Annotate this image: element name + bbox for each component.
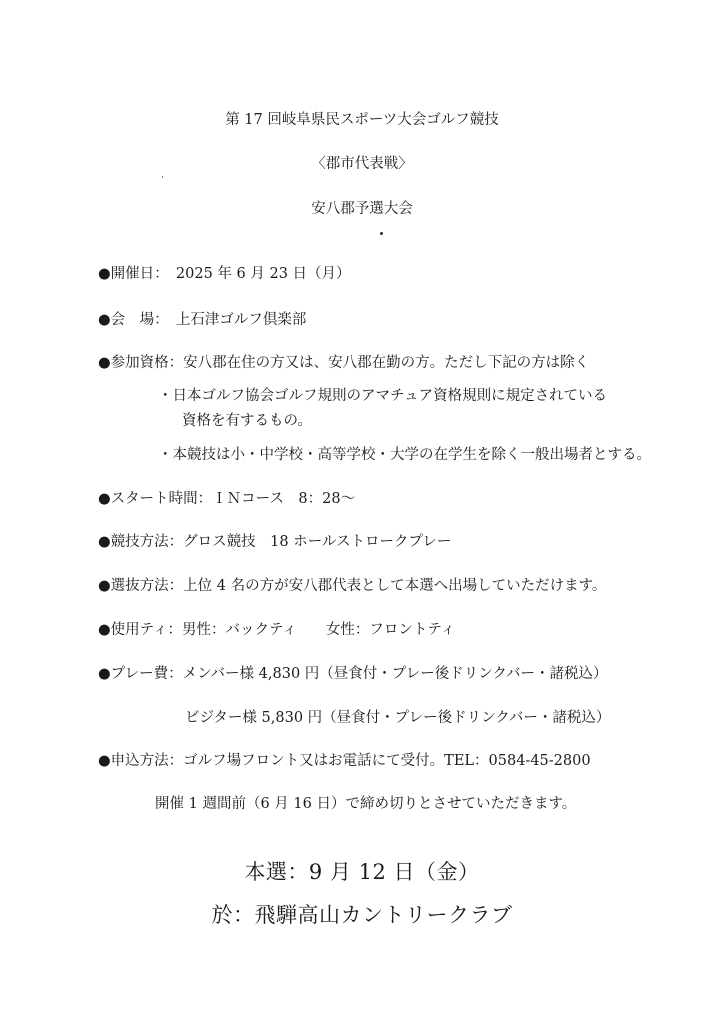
scan-speck [380, 232, 383, 235]
application-line: ●申込方法：ゴルフ場フロント又はお電話にて受付。TEL：0584-45-2800 [98, 753, 591, 769]
scan-speck [162, 176, 163, 178]
exclusion-rule-line2: 資格を有するもの。 [182, 413, 312, 429]
exclusion-students: ・本競技は小・中学校・高等学校・大学の在学生を除く一般出場者とする。 [158, 447, 651, 463]
selection-line: ●選抜方法：上位 4 名の方が安八郡代表として本選へ出場していただけます。 [98, 578, 607, 594]
exclusion-rule-line1: ・日本ゴルフ協会ゴルフ規則のアマチュア資格規則に規定されている [158, 388, 608, 404]
document-subtitle: 〈郡市代表戦〉 [311, 156, 413, 172]
finals-venue: 於：飛騨高山カントリークラブ [211, 903, 513, 927]
fee-visitor-line: ビジター様 5,830 円（昼食付・プレー後ドリンクバー・諸税込） [185, 710, 611, 726]
format-line: ●競技方法：グロス競技 18 ホールストロークプレー [98, 534, 452, 550]
venue-line: ●会 場： 上石津ゴルフ倶楽部 [98, 312, 307, 328]
finals-date: 本選：9 月 12 日（金） [244, 860, 480, 884]
event-name: 安八郡予選大会 [311, 201, 413, 217]
document-title: 第 17 回岐阜県民スポーツ大会ゴルフ競技 [225, 112, 499, 128]
date-line: ●開催日： 2025 年 6 月 23 日（月） [98, 266, 351, 282]
eligibility-line: ●参加資格：安八郡在住の方又は、安八郡在勤の方。ただし下記の方は除く [98, 355, 590, 371]
fee-member-line: ●プレー費：メンバー様 4,830 円（昼食付・プレー後ドリンクバー・諸税込） [98, 666, 608, 682]
start-time-line: ●スタート時間：ＩＮコース 8：28～ [98, 491, 356, 507]
deadline-line: 開催 1 週間前（6 月 16 日）で締め切りとさせていただきます。 [155, 796, 577, 812]
tees-line: ●使用ティ：男性：バックティ 女性：フロントティ [98, 622, 456, 638]
